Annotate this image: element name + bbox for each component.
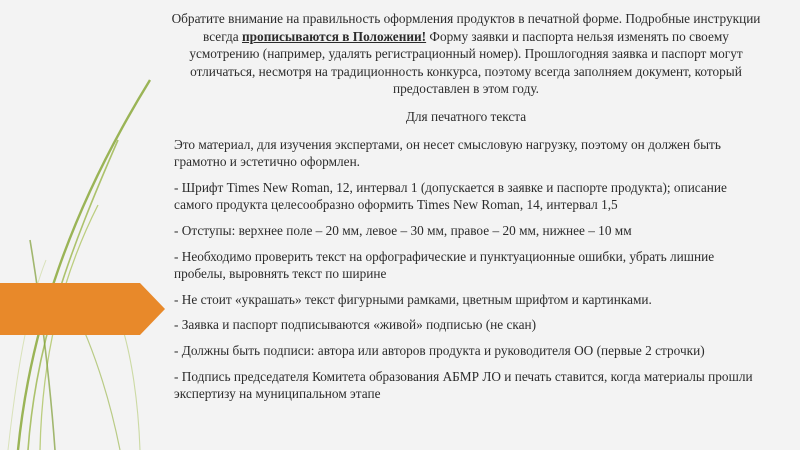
paragraph-purpose: Это материал, для изучения экспертами, он несет смысловую нагрузку, поэтому он должен быть грамотно и эстетично оформлен. [174, 136, 721, 170]
paragraph-margins: - Отступы: верхнее поле – 20 мм, левое – 30 мм, правое – 20 мм, нижнее – 10 мм [174, 222, 632, 238]
section-subtitle: Для печатного текста [405, 108, 527, 124]
grass-stroke-6 [120, 320, 140, 450]
orange-arrow-shape [0, 283, 165, 335]
paragraph-font: - Шрифт Times New Roman, 12, интервал 1 (допускается в заявке и паспорте продукта); описание самого продукта целесообразно оформить Times New Roman, 14, интервал 1,5 [174, 179, 727, 213]
intro-paragraph [170, 10, 762, 98]
intro-text-2: Форму заявки и паспорта нельзя изменять по своему усмотрению (например, удалять регистрационный номер). Прошлогодняя заявка и паспорт могут отличаться, несмотря на традиционность конкурса, поэтому всегда заполняем документ, который предоставлен в этом году. [189, 28, 743, 97]
intro-text-1: Обратите внимание на правильность оформления продуктов в печатной форме. Подробные инструкции всегда [171, 11, 761, 44]
slide-content [170, 10, 762, 403]
intro-emphasis: прописываются в Положении! [241, 28, 427, 44]
paragraph-signatures-required: - Должны быть подписи: автора или авторов продукта и руководителя ОО (первые 2 строчки) [174, 342, 705, 358]
paragraph-no-decorations: - Не стоит «украшать» текст фигурными рамками, цветным шрифтом и картинками. [174, 291, 652, 307]
paragraph-chairman-signature: - Подпись председателя Комитета образования АБМР ЛО и печать ставится, когда материалы прошли экспертизу на муниципальном этапе [174, 368, 753, 402]
grass-stroke-1 [18, 80, 150, 450]
paragraph-spellcheck: - Необходимо проверить текст на орфографические и пунктуационные ошибки, убрать лишние пробелы, выровнять текст по ширине [174, 248, 715, 282]
paragraph-live-signature: - Заявка и паспорт подписываются «живой» подписью (не скан) [174, 317, 537, 333]
